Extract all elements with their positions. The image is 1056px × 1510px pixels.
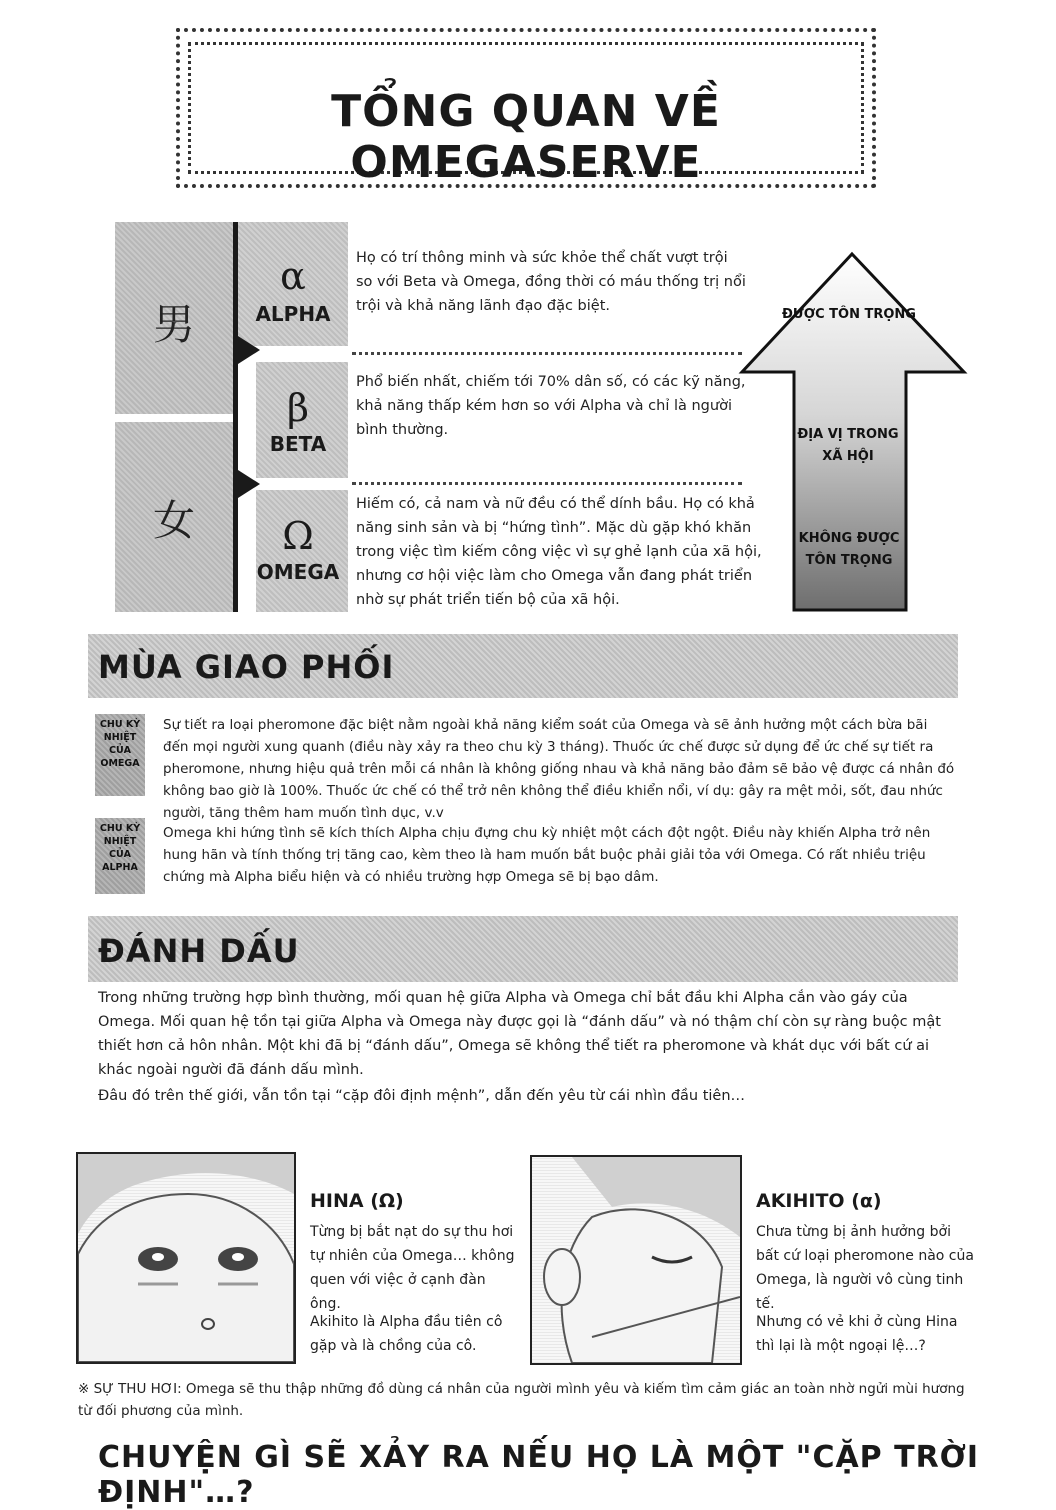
hina-description: Từng bị bắt nạt do sự thu hơi tự nhiên của Omega… không quen với việc ở cạnh đàn ông. — [310, 1224, 515, 1312]
alpha-symbol: α — [280, 254, 306, 298]
hina-portrait — [76, 1152, 296, 1364]
beta-label: BETA — [269, 432, 327, 456]
arrow-label-status: ĐỊA VỊ TRONG XÃ HỘI — [797, 427, 899, 464]
arrow-label-respected: ĐƯỢC TÔN TRỌNG — [782, 307, 916, 322]
beta-description: Phổ biến nhất, chiếm tới 70% dân số, có các kỹ năng, khả năng thấp kém hơn so với Alpha và chỉ là người bình thường. — [356, 374, 746, 438]
alpha-label: ALPHA — [255, 302, 331, 326]
footnote: ※ SỰ THU HƠI: Omega sẽ thu thập những đồ dùng cá nhân của người mình yêu và kiếm tìm cảm giác an toàn nhờ ngửi mùi hương từ đối phương của mình. — [78, 1381, 965, 1419]
marking-paragraph: Trong những trường hợp bình thường, mối quan hệ giữa Alpha và Omega chỉ bắt đầu khi Alpha cắn vào gáy của Omega. Mối quan hệ tồn tại giữa Alpha và Omega này được gọi là “đánh dấu” và nó thậm chí còn sự ràng buộc mật thiết hơn cả hôn nhân. Một khi đã bị “đánh dấu”, Omega sẽ không thể tiết ra pheromone và khát dục với bất cứ ai khác ngoài người đã đánh dấu mình. — [98, 990, 941, 1078]
closing-question: CHUYỆN GÌ SẼ XẢY RA NẾU HỌ LÀ MỘT "CẶP TRỜI ĐỊNH"…? — [98, 1440, 980, 1510]
hina-description-2: Akihito là Alpha đầu tiên cô gặp và là chồng của cô. — [310, 1314, 503, 1354]
hina-name: HINA (Ω) — [310, 1190, 404, 1212]
arrow-label-not-respected: KHÔNG ĐƯỢC TÔN TRỌNG — [798, 531, 900, 568]
akihito-description-2: Nhưng có vẻ khi ở cùng Hina thì lại là một ngoại lệ…? — [756, 1314, 958, 1354]
dotted-divider — [352, 482, 742, 485]
omega-symbol: Ω — [282, 514, 314, 558]
pointer-triangle — [238, 470, 260, 498]
hina-face-icon — [78, 1154, 294, 1362]
pointer-triangle — [238, 336, 260, 364]
page-title: TỔNG QUAN VỀ OMEGASERVE — [331, 86, 721, 188]
male-kanji: 男 — [152, 300, 195, 349]
omega-label: OMEGA — [256, 560, 340, 584]
dotted-divider — [352, 352, 742, 355]
alpha-heat-badge: CHU KỲ NHIỆT CỦA ALPHA — [95, 818, 145, 894]
marking-section-title: ĐÁNH DẤU — [98, 932, 300, 970]
female-kanji: 女 — [152, 496, 195, 545]
omega-heat-badge: CHU KỲ NHIỆT CỦA OMEGA — [95, 714, 145, 796]
beta-symbol: β — [287, 386, 309, 430]
alpha-description: Họ có trí thông minh và sức khỏe thể chất vượt trội so với Beta và Omega, đồng thời có máu thống trị nổi trội và khả năng lãnh đạo đặc biệt. — [356, 250, 746, 314]
akihito-portrait — [530, 1155, 742, 1365]
omega-description: Hiếm có, cả nam và nữ đều có thể dính bầu. Họ có khả năng sinh sản và bị “hứng tình”. Mặc dù gặp khó khăn trong việc tìm kiếm công việc vì sự ghẻ lạnh của xã hội, nhưng cơ hội việc làm cho Omega vẫn đang phát triển nhờ sự phát triển tiến bộ của xã hội. — [356, 496, 762, 608]
mating-section-title: MÙA GIAO PHỐI — [98, 648, 395, 686]
omega-heat-text: Sự tiết ra loại pheromone đặc biệt nằm ngoài khả năng kiểm soát của Omega và sẽ ảnh hưởng một cách bừa bãi đến mọi người xung quanh (điều này xảy ra theo chu kỳ 3 tháng). Thuốc ức chế được sử dụng để ức chế sự tiết ra pheromone, nhưng hiệu quả trên mỗi cá nhân là không giống nhau và khả năng bảo đảm sẽ bảo vệ được cá nhân đó không bao giờ là 100%. Thuốc ức chế có thể trở nên không thể điều khiển nổi, ví dụ: gây ra mệt mỏi, sốt, đau nhức người, tăng thêm ham muốn tình dục, v.v — [163, 717, 955, 821]
alpha-heat-text: Omega khi hứng tình sẽ kích thích Alpha chịu đựng chu kỳ nhiệt một cách đột ngột. Điều này khiến Alpha trở nên hung hãn và tính thống trị tăng cao, kèm theo là ham muốn bắt buộc phải giải tỏa với Omega. Có rất nhiều triệu chứng mà Alpha biểu hiện và có nhiều trường hợp Omega sẽ bị bạo dâm. — [163, 825, 931, 885]
akihito-name: AKIHITO (α) — [756, 1190, 882, 1212]
akihito-description: Chưa từng bị ảnh hưởng bởi bất cứ loại pheromone nào của Omega, là người vô cùng tinh tế. — [756, 1224, 974, 1312]
akihito-face-icon — [532, 1157, 740, 1363]
fated-pair-note: Đâu đó trên thế giới, vẫn tồn tại “cặp đôi định mệnh”, dẫn đến yêu từ cái nhìn đầu tiên… — [98, 1088, 746, 1104]
